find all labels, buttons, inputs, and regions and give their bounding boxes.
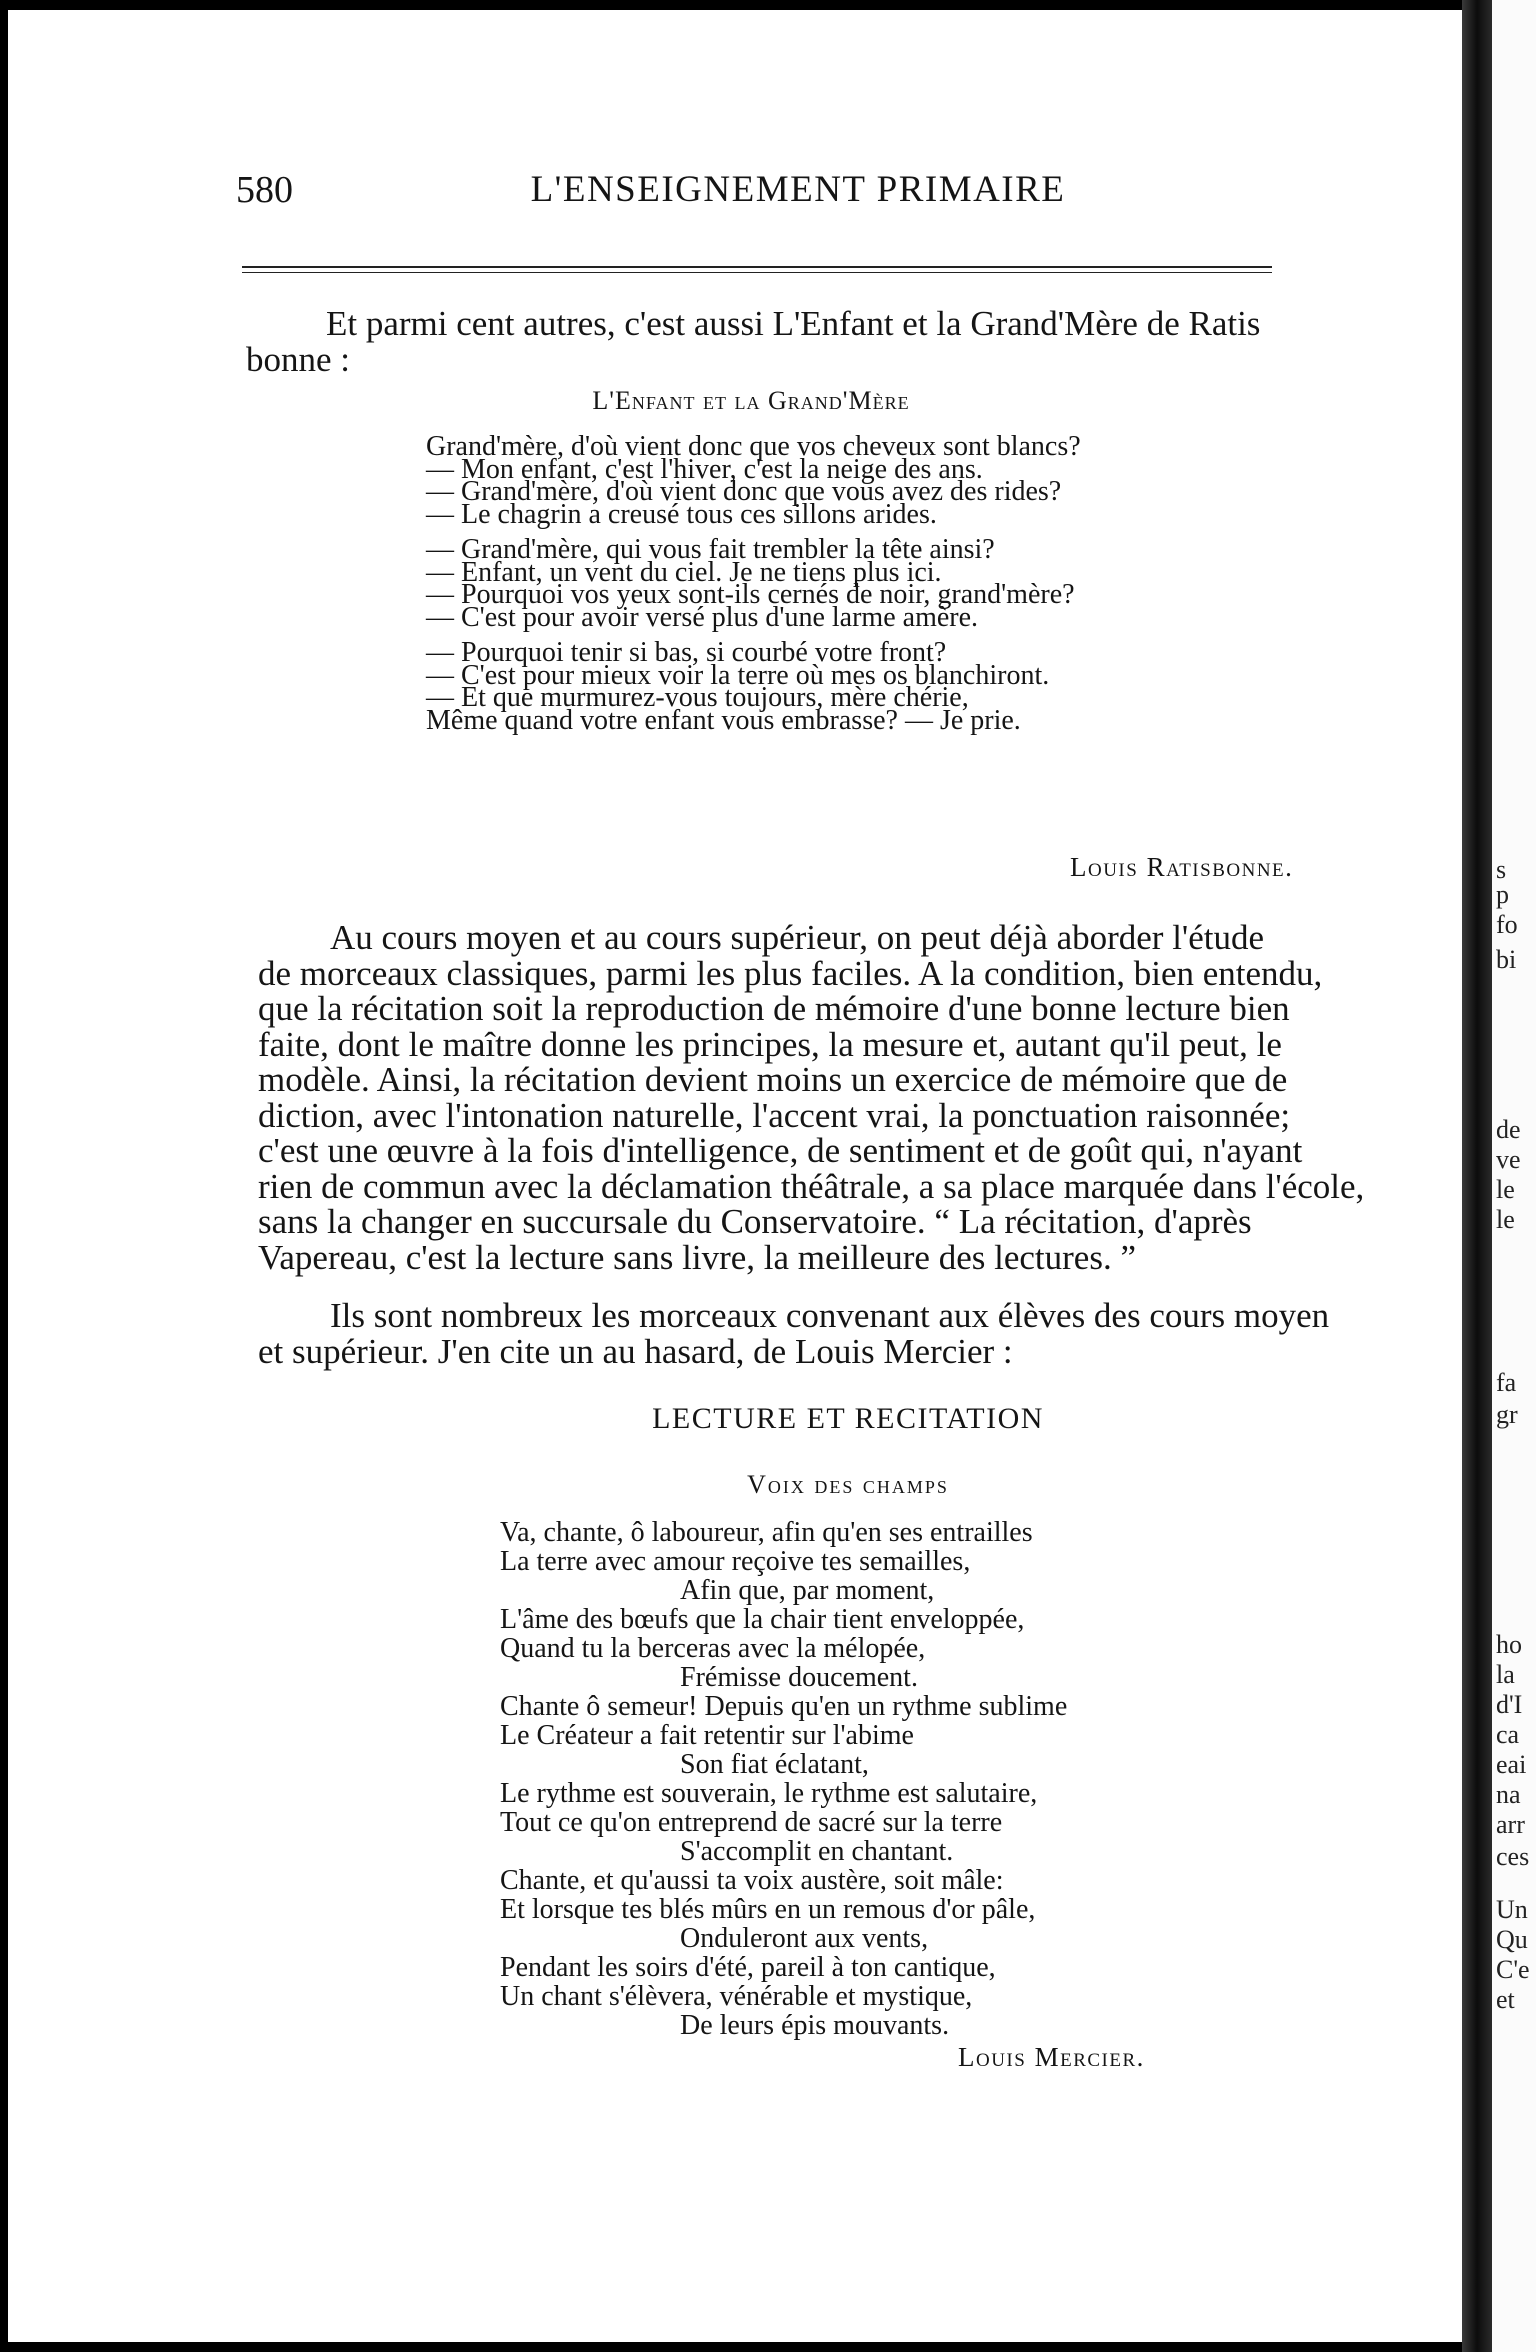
adjacent-page-fragment: et <box>1496 1985 1515 2014</box>
verse-line: Chante, et qu'aussi ta voix austère, soit mâle: <box>500 1865 1004 1896</box>
verse-line: La terre avec amour reçoive tes semailles, <box>500 1546 971 1577</box>
adjacent-page-fragment: la <box>1496 1660 1515 1689</box>
verse-line: — C'est pour mieux voir la terre où mes os blanchiront. <box>426 659 1050 691</box>
adjacent-page-fragment: fa <box>1496 1368 1517 1397</box>
verse-line: — Pourquoi tenir si bas, si courbé votre front? <box>426 637 947 668</box>
verse-line: — Enfant, un vent du ciel. Je ne tiens plus ici. <box>426 556 942 588</box>
adjacent-page-fragment: gr <box>1496 1400 1518 1429</box>
verse-line: — Pourquoi vos yeux sont-ils cernés de noir, grand'mère? <box>426 579 1075 610</box>
header-rule <box>242 266 1272 268</box>
intro-paragraph <box>246 304 1261 379</box>
verse-line: Chante ô semeur! Depuis qu'en un rythme sublime <box>500 1691 1068 1722</box>
adjacent-page-fragment: Qu <box>1496 1925 1528 1954</box>
body-paragraph <box>258 1298 1438 1369</box>
poem-title: Voix des champs <box>747 1470 949 1499</box>
book-gutter <box>1462 0 1492 2352</box>
running-title: L'ENSEIGNEMENT PRIMAIRE <box>530 169 1066 210</box>
adjacent-page-fragment: le <box>1496 1175 1515 1204</box>
verse-line: — Le chagrin a creusé tous ces sillons arides. <box>426 498 937 530</box>
text-line: que la récitation soit la reproduction de mémoire d'une bonne lecture bien <box>258 989 1290 1028</box>
section-title: LECTURE ET RECITATION <box>652 1402 1044 1435</box>
adjacent-page-fragment: fo <box>1496 910 1518 939</box>
verse-line: Grand'mère, d'où vient donc que vos cheveux sont blancs? <box>426 431 1081 462</box>
verse-line: Son fiat éclatant, <box>680 1749 869 1780</box>
text-line: Au cours moyen et au cours supérieur, on peut déjà aborder l'étude <box>330 918 1265 957</box>
adjacent-page-fragment: de <box>1496 1115 1521 1144</box>
verse-line: Afin que, par moment, <box>680 1575 935 1606</box>
text-line: faite, dont le maître donne les principes, la mesure et, autant qu'il peut, le <box>258 1024 1282 1064</box>
verse-line: Et lorsque tes blés mûrs en un remous d'or pâle, <box>500 1894 1036 1925</box>
adjacent-page-fragment: na <box>1496 1780 1521 1809</box>
verse-line: Onduleront aux vents, <box>680 1923 929 1954</box>
verse-line: — Mon enfant, c'est l'hiver, c'est la neige des ans. <box>426 453 983 485</box>
verse-line: Tout ce qu'on entreprend de sacré sur la terre <box>500 1807 1003 1838</box>
intro-line: bonne : <box>246 339 351 379</box>
adjacent-page-fragment: arr <box>1496 1810 1525 1839</box>
text-line: c'est une œuvre à la fois d'intelligence, de sentiment et de goût qui, n'ayant <box>258 1131 1303 1170</box>
verse-line: — Grand'mère, qui vous fait trembler la tête ainsi? <box>426 534 995 565</box>
adjacent-page-fragment: s <box>1496 855 1507 884</box>
verse-line: S'accomplit en chantant. <box>680 1836 954 1867</box>
verse-line: Un chant s'élèvera, vénérable et mystique, <box>500 1981 973 2012</box>
poem-mercier <box>500 1518 1300 2040</box>
text-line: modèle. Ainsi, la récitation devient moins un exercice de mémoire que de <box>258 1060 1288 1099</box>
adjacent-page-fragment: le <box>1496 1205 1515 1234</box>
header-rule-thin <box>242 272 1272 273</box>
adjacent-page-fragment: eai <box>1496 1750 1527 1779</box>
adjacent-page-fragment: ho <box>1496 1630 1522 1659</box>
adjacent-page-fragment: Un <box>1496 1895 1528 1924</box>
text-line: diction, avec l'intonation naturelle, l'accent vrai, la ponctuation raisonnée; <box>258 1095 1291 1135</box>
verse-line: Le rythme est souverain, le rythme est salutaire, <box>500 1778 1038 1809</box>
text-line: et supérieur. J'en cite un au hasard, de Louis Mercier : <box>258 1331 1013 1371</box>
page-number: 580 <box>236 169 293 211</box>
adjacent-page-fragment: ces <box>1496 1842 1530 1871</box>
intro-line: Et parmi cent autres, c'est aussi L'Enfant et la Grand'Mère de Ratis <box>326 304 1261 343</box>
text-line: sans la changer en succursale du Conservatoire. “ La récitation, d'après <box>258 1202 1252 1241</box>
verse-line: — Et que murmurez-vous toujours, mère chérie, <box>426 682 969 713</box>
body-paragraph <box>258 920 1438 1275</box>
verse-line: Va, chante, ô laboureur, afin qu'en ses entrailles <box>500 1517 1033 1548</box>
verse-line: Frémisse doucement. <box>680 1662 918 1693</box>
adjacent-page-edge <box>1492 0 1536 2352</box>
verse-line: Quand tu la berceras avec la mélopée, <box>500 1633 926 1664</box>
adjacent-page-fragment: ve <box>1496 1145 1521 1174</box>
text-line: Vapereau, c'est la lecture sans livre, la meilleure des lectures. ” <box>258 1237 1136 1277</box>
poem-title: L'Enfant et la Grand'Mère <box>592 386 910 415</box>
adjacent-page-fragment: bi <box>1496 945 1517 974</box>
adjacent-page-fragment: d'I <box>1496 1690 1523 1719</box>
text-line: rien de commun avec la déclamation théâtrale, a sa place marquée dans l'école, <box>258 1166 1365 1206</box>
verse-line: L'âme des bœufs que la chair tient enveloppée, <box>500 1604 1025 1635</box>
verse-line: De leurs épis mouvants. <box>680 2010 950 2041</box>
verse-line: Pendant les soirs d'été, pareil à ton cantique, <box>500 1952 996 1983</box>
text-line: Ils sont nombreux les morceaux convenant aux élèves des cours moyen <box>330 1296 1330 1335</box>
poem-author: Louis Mercier. <box>958 2042 1145 2072</box>
verse-line: — C'est pour avoir versé plus d'une larme amère. <box>426 601 979 633</box>
verse-line: Même quand votre enfant vous embrasse? — Je prie. <box>426 704 1021 736</box>
verse-line: — Grand'mère, d'où vient donc que vous avez des rides? <box>426 476 1062 507</box>
adjacent-page-fragment: p <box>1496 880 1509 909</box>
poem-ratisbonne <box>426 431 1246 736</box>
poem-author: Louis Ratisbonne. <box>1070 852 1294 882</box>
running-header <box>236 168 1260 216</box>
adjacent-page-fragment: C'e <box>1496 1955 1530 1984</box>
adjacent-page-fragment: ca <box>1496 1720 1520 1749</box>
verse-line: Le Créateur a fait retentir sur l'abime <box>500 1720 914 1751</box>
text-line: de morceaux classiques, parmi les plus faciles. A la condition, bien entendu, <box>258 953 1323 993</box>
